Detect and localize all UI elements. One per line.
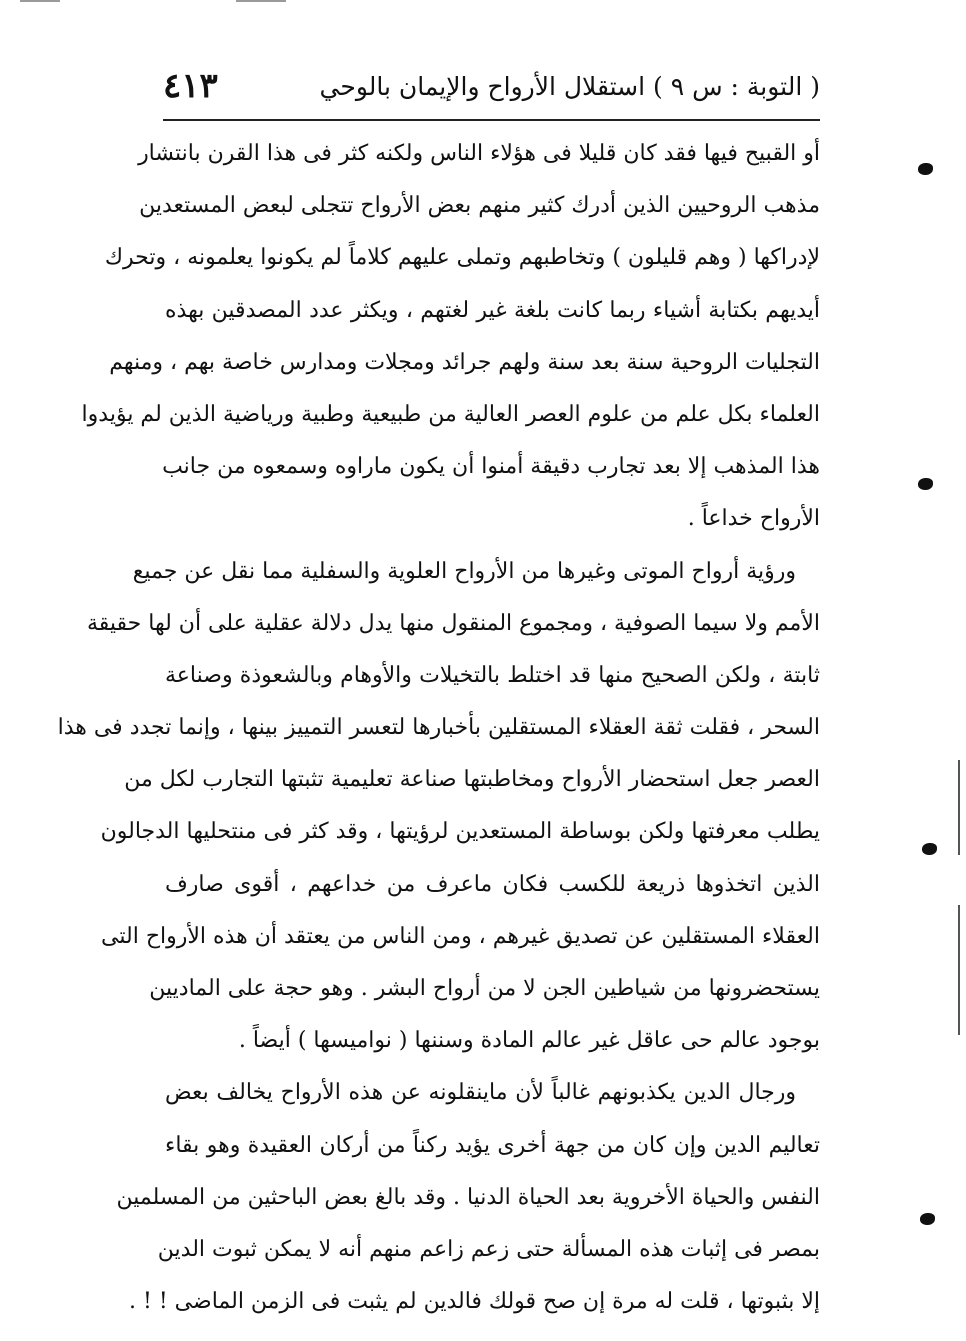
text-line: يطلب معرفتها ولكن بوساطة المستعدين لرؤيتها ، وقد كثر فى منتحليها الدجالون <box>100 819 820 845</box>
text-line: العصر جعل استحضار الأرواح ومخاطبتها صناعة تعليمية تثبتها التجارب لكل من <box>124 767 820 793</box>
text-line: مذهب الروحيين الذين أدرك كثير منهم بعض الأرواح تتجلى لبعض المستعدين <box>139 193 820 219</box>
binding-hole-mark <box>922 843 937 855</box>
text-line: الأمم ولا سيما الصوفية ، ومجموع المنقول منها يدل دلالة عقلية على أن لها حقيقة <box>86 610 820 636</box>
binding-hole-mark <box>918 478 933 490</box>
text-line: النفس والحياة الأخروية بعد الحياة الدنيا . وقد بالغ بعض الباحثين من المسلمين <box>116 1184 820 1210</box>
header-rule <box>163 119 820 121</box>
text-line: بمصر فى إثبات هذه المسألة حتى زعم زاعم منهم أنه لا يمكن ثبوت الدين <box>157 1236 820 1262</box>
text-line: يستحضرونها من شياطين الجن لا من أرواح البشر . وهو حجة على الماديين <box>149 976 820 1001</box>
margin-mark <box>958 905 960 1035</box>
text-line: الذين اتخذوها ذريعة للكسب فكان ماعرف من خداعهم ، أقوى صارف <box>165 871 820 897</box>
text-line: تعاليم الدين وإن كان من جهة أخرى يؤيد ركناً من أركان العقيدة وهو بقاء <box>165 1132 820 1158</box>
text-line: السحر ، فقلت ثقة العقلاء المستقلين بأخبارها لتعسر التمييز بينها ، وإنما تجدد فى هذا <box>57 715 820 741</box>
text-line: هذا المذهب إلا بعد تجارب دقيقة أمنوا أن يكون ماراوه وسمعوه من جانب <box>162 454 820 480</box>
scan-edge-mark <box>236 0 286 2</box>
text-line: الأرواح خداعاً . <box>687 506 820 532</box>
text-line: العقلاء المستقلين عن تصديق غيرهم ، ومن الناس من يعتقد أن هذه الأرواح التى <box>101 923 820 949</box>
text-line: إلا بثبوتها ، قلت له مرة إن صح قولك فالدين لم يثبت فى الزمن الماضى ! ! . <box>129 1289 820 1315</box>
binding-hole-mark <box>918 163 933 175</box>
text-line: أو القبيح فيها فقد كان قليلا فى هؤلاء الناس ولكنه كثر فى هذا القرن بانتشار <box>138 141 820 166</box>
body-text <box>57 128 820 1328</box>
margin-mark <box>958 760 960 855</box>
page-number: ٤١٣ <box>163 66 218 106</box>
text-line: ورؤية أرواح الموتى وغيرها من الأرواح العلوية والسفلية مما نقل عن جميع <box>132 558 796 584</box>
paragraph <box>116 1067 820 1328</box>
scan-edge-mark <box>20 0 60 2</box>
paragraph <box>81 128 820 546</box>
text-line: التجليات الروحية سنة بعد سنة ولهم جرائد ومجلات ومدارس خاصة بهم ، ومنهم <box>109 349 820 375</box>
text-line: العلماء بكل علم من علوم العصر العالية من طبيعية وطبية ورياضية الذين لم يؤيدوا <box>81 401 820 427</box>
text-line: ثابتة ، ولكن الصحيح منها قد اختلط بالتخيلات والأوهام وبالشعوذة وصناعة <box>165 662 820 688</box>
paragraph <box>57 546 820 1068</box>
text-line: بوجود عالم حى عاقل غير عالم المادة وسننها ( نواميسها ) أيضاً . <box>238 1028 820 1054</box>
binding-hole-mark <box>920 1213 935 1225</box>
text-line: أيديهم بكتابة أشياء ربما كانت بلغة غير لغتهم ، ويكثر عدد المصدقين بهذه <box>165 297 820 323</box>
text-line: ورجال الدين يكذبونهم غالباً لأن ماينقلونه عن هذه الأرواح يخالف بعض <box>165 1080 796 1106</box>
header-title: ( التوبة : س ٩ ) استقلال الأرواح والإيمان بالوحي <box>319 72 820 101</box>
running-header <box>163 62 820 118</box>
text-line: لإدراكها ( وهم قليلون ) وتخاطبهم وتملى عليهم كلاماً لم يكونوا يعلمونه ، وتحرك <box>104 245 820 271</box>
